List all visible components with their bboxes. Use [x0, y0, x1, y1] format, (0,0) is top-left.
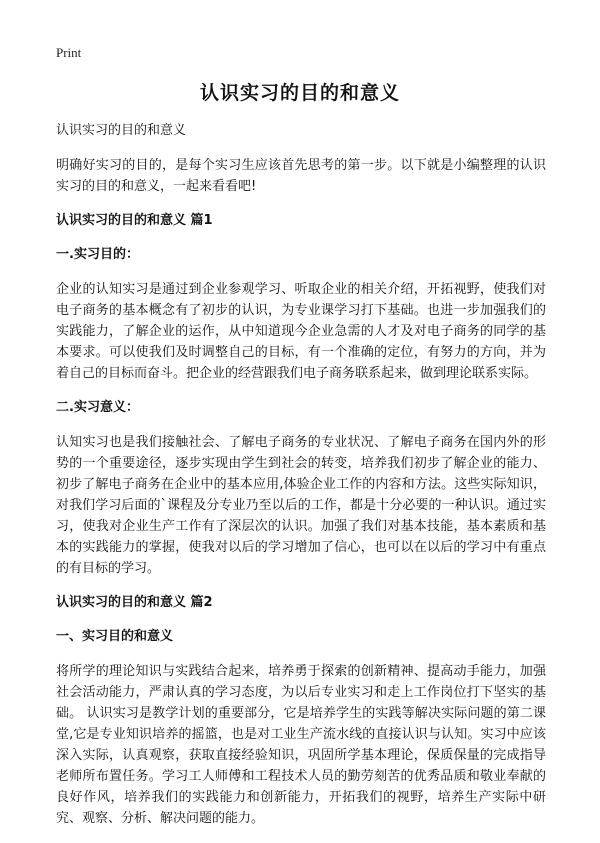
document-subtitle: 认识实习的目的和意义 — [56, 123, 187, 138]
subheading-purpose-and-significance: 一、实习目的和意义 — [56, 629, 174, 644]
page-title: 认识实习的目的和意义 — [199, 82, 400, 104]
document-body — [56, 120, 546, 843]
subheading-significance: 二.实习意义： — [56, 400, 139, 415]
print-link[interactable]: Print — [56, 45, 82, 60]
section-heading-part1: 认识实习的目的和意义 篇1 — [56, 213, 213, 228]
paragraph-significance: 认知实习也是我们接触社会、了解电子商务的专业状况、了解电子商务在国内外的形势的一个重要途径，逐步实现由学生到社会的转变，培养我们初步了解企业的能力、初步了解电子商务在企业中的基本应用,体验企业工作的内容和方法。这些实际知识，对我们学习后面的`课程及分专业乃至以后的工作，都是十分必要的一种认识。通过实习，使我对企业生产工作有了深层次的认识。加强了我们对基本技能，基本素质和基本的实践能力的掌握，使我对以后的学习增加了信心，也可以在以后的学习中有重点的有目标的学习。 — [56, 435, 546, 576]
section-heading-part2: 认识实习的目的和意义 篇2 — [56, 595, 213, 610]
paragraph-purpose: 企业的认知实习是通过到企业参观学习、听取企业的相关介绍，开拓视野，使我们对电子商务的基本概念有了初步的认识，为专业课学习打下基础。也进一步加强我们的实践能力，了解企业的运作，从中知道现今企业急需的人才及对电子商务的同学的基本要求。可以使我们及时调整自己的目标，有一个准确的定位，有努力的方向，并为着自己的目标而奋斗。把企业的经营跟我们电子商务联系起来，做到理论联系实际。 — [56, 282, 546, 381]
subheading-purpose: 一.实习目的： — [56, 247, 139, 262]
paragraph-purpose-and-significance: 将所学的理论知识与实践结合起来，培养勇于探索的创新精神、提高动手能力，加强社会活动能力，严肃认真的学习态度，为以后专业实习和走上工作岗位打下坚实的基础。 认识实习是教学计划的重要部分，它是培养学生的实践等解决实际问题的第二课堂,它是专业知识培养的摇篮，也是对工业生产流水线的直接认识与认知。实习中应该深入实际，认真观察，获取直接经验知识，巩固所学基本理论，保质保量的完成指导老师所布置任务。学习工人师傅和工程技术人员的勤劳刻苦的优秀品质和敬业奉献的良好作风，培养我们的实践能力和创新能力，开拓我们的视野，培养生产实际中研究、观察、分析、解决问题的能力。 — [56, 664, 546, 826]
intro-paragraph: 明确好实习的目的，是每个实习生应该首先思考的第一步。以下就是小编整理的认识实习的目的和意义，一起来看看吧! — [56, 158, 546, 194]
